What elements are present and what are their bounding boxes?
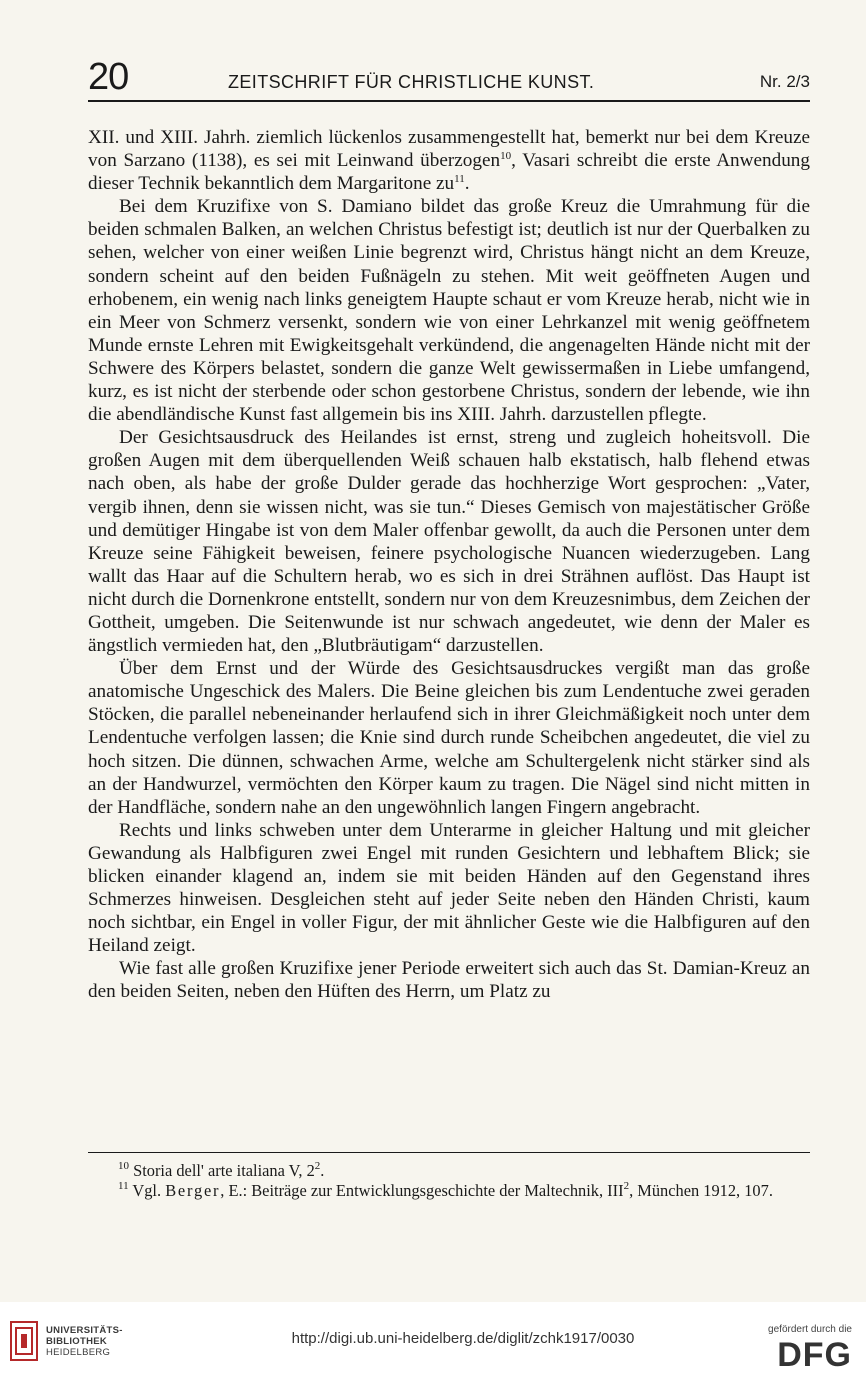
library-line-2: BIBLIOTHEK — [46, 1336, 108, 1347]
text-run: Der Gesichtsausdruck des Heilandes ist ernst, streng und zugleich hoheitsvoll. Die großen Augen mit dem überquellenden Weiß schauen halb ekstatisch, halb flehend etwas nach oben, als habe der große Dulder gerade das hochherzige Wort gesprochen: „Vater, vergib ihnen, denn sie wissen nicht, was sie tun.“ Dieses Gemisch von majestätischer Größe und demütiger Hingabe ist von dem Maler offenbar gewollt, da auch die Personen unter dem Kreuze seine Fähigkeit beweisen, feinere psychologische Nuancen wiederzugeben. Lang wallt das Haar auf die Schultern herab, wo es sich in drei Strähnen auflöst. Das Haupt ist nicht durch die Dornenkrone entstellt, sondern nur von dem Kreuzesnimbus, dem Zeichen der Gottheit, umgeben. Die Seitenwunde ist nur schwach angedeutet, wie denn der Maler es ängstlich vermieden hat, den „Blutbräutigam“ darzustellen. — [88, 427, 810, 657]
viewer-footer — [0, 1302, 866, 1379]
paragraph — [88, 819, 810, 958]
running-title: ZEITSCHRIFT FÜR CHRISTLICHE KUNST. — [228, 72, 595, 92]
footnote-marker: 2 — [314, 1160, 321, 1172]
text-run: , München 1912, 107. — [629, 1180, 773, 1200]
page-number: 20 — [88, 56, 129, 98]
footnote-marker: 10 — [118, 1160, 129, 1172]
permalink-url[interactable]: http://digi.ub.uni-heidelberg.de/diglit/zchk1917/0030 — [291, 1330, 635, 1347]
body-text — [88, 126, 810, 1004]
library-line-1: UNIVERSITÄTS- — [46, 1325, 123, 1336]
paragraph — [88, 957, 810, 1003]
text-run: , E.: Beiträge zur Entwicklungsgeschichte der Maltechnik, III — [220, 1180, 624, 1200]
text-run: Bei dem Kruzifixe von S. Damiano bildet das große Kreuz die Umrahmung für die beiden schmalen Balken, an welchen Christus befestigt ist; deutlich ist nur der Querbalken zu sehen, welcher von einer weißen Linie begrenzt wird, Christus hängt nicht an dem Kreuze, sondern scheint auf den beiden Fußnägeln zu stehen. Mit weit geöffneten Augen und erhobenem, ein wenig nach links geneigtem Haupte schaut er vom Kreuze herab, nicht wie in ein Meer von Schmerz versenkt, sondern wie von einer Lehrkanzel mit wenig geöffnetem Munde ernste Lehren mit Ewigkeitsgehalt verkündend, die angenagelten Hände nicht mit der Schwere des Körpers belastet, sondern die ganze Welt gewissermaßen in Liebe umfangend, kurz, es ist nicht der sterbende oder schon gestorbene Christus, sondern der lebende, wie ihn die abendländische Kunst fast allgemein bis ins XIII. Jahrh. darzustellen pflegte. — [88, 196, 810, 426]
footnotes — [88, 1161, 810, 1200]
text-run: Storia dell' arte italiana V, 2 — [129, 1161, 315, 1180]
footnote-marker: 11 — [454, 173, 465, 186]
issue-number: Nr. 2/3 — [759, 72, 810, 91]
paragraph — [88, 657, 810, 819]
text-run: Wie fast alle großen Kruzifixe jener Periode erweitert sich auch das St. Damian-Kreuz an den beiden Seiten, neben den Hüften des Herrn, um Platz zu — [88, 958, 810, 1003]
footnote — [88, 1181, 810, 1201]
paragraph — [88, 126, 810, 195]
funding-note: gefördert durch die — [768, 1324, 852, 1335]
text-run: , Vasari schreibt die erste Anwendung dieser Technik bekanntlich dem Margaritone zu — [88, 150, 810, 195]
footnote-marker: 11 — [118, 1179, 129, 1192]
footnote — [88, 1161, 810, 1181]
paragraph — [88, 426, 810, 657]
text-run: Über dem Ernst und der Würde des Gesichtsausdruckes vergißt man das große anatomische Ungeschick des Malers. Die Beine gleichen bis zum Lendentuche zwei geraden Stöcken, die parallel nebeneinander herlaufend sich in ihrer Gleichmäßigkeit noch unter dem Lendentuche verfolgen lassen; die Knie sind durch runde Scheibchen angedeutet, die viel zu hoch sitzen. Die dünnen, schwachen Arme, welche am Schultergelenk nicht stärker sind als an der Handwurzel, vermöchten den Körper kaum zu tragen. Die Nägel sind nicht mitten in der Handfläche, sondern nahe an den ungewöhnlich langen Fingern angebracht. — [88, 658, 810, 818]
text-run: Vgl. — [128, 1180, 166, 1200]
header-rule — [88, 100, 810, 102]
text-run: . — [320, 1161, 325, 1180]
footnote-marker: 10 — [500, 150, 512, 163]
running-header — [88, 58, 810, 98]
footnote-marker: 2 — [623, 1179, 630, 1192]
text-run: Rechts und links schweben unter dem Unterarme in gleicher Haltung und mit gleicher Gewandung als Halbfiguren zwei Engel mit runden Gesichtern und lebhaftem Blick; sie blicken einander klagend an, indem sie mit beiden Händen auf den Gegenstand ihres Schmerzes hinweisen. Desgleichen steht auf jeder Seite neben den Händen Christi, kaum noch sichtbar, ein Engel in voller Figur, der mit ähnlicher Geste wie die Halbfiguren auf den Heiland zeigt. — [88, 819, 810, 957]
author-name: Berger — [165, 1180, 221, 1200]
library-line-3: HEIDELBERG — [46, 1347, 111, 1358]
text-run: XII. und XIII. Jahrh. ziemlich lückenlos zusammengestellt hat, bemerkt nur bei dem Kreuze von Sarzano (1138), es sei mit Leinwand überzogen — [88, 127, 810, 172]
text-run: . — [464, 173, 470, 195]
paragraph — [88, 195, 810, 426]
footnote-rule — [88, 1152, 810, 1153]
dfg-logo: DFG — [777, 1336, 852, 1374]
